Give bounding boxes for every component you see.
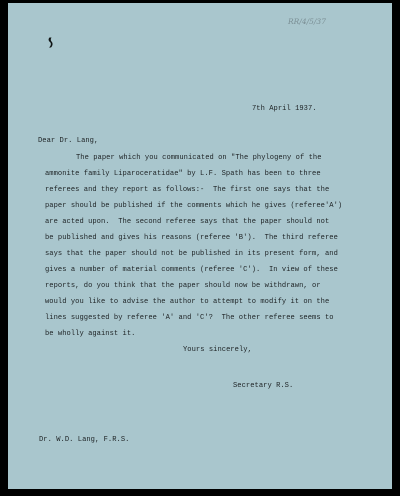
archive-reference: RR/4/5/37 <box>288 17 326 26</box>
salutation: Dear Dr. Lang, <box>38 137 99 145</box>
letter-date: 7th April 1937. <box>252 105 317 113</box>
closing: Yours sincerely, <box>183 346 252 354</box>
body-line: gives a number of material comments (referee 'C'). In view of these <box>45 266 338 274</box>
body-line: are acted upon. The second referee says that the paper should not <box>45 218 330 226</box>
body-line: would you like to advise the author to attempt to modify it on the <box>45 298 330 306</box>
addressee: Dr. W.D. Lang, F.R.S. <box>39 436 130 444</box>
body-line: referees and they report as follows:- The first one says that the <box>45 186 330 194</box>
body-line: says that the paper should not be published in its present form, and <box>45 250 338 258</box>
body-line: reports, do you think that the paper should now be withdrawn, or <box>45 282 321 290</box>
body-line: paper should be published if the comments which he gives (referee'A') <box>45 202 343 210</box>
body-line: The paper which you communicated on "The phylogeny of the <box>76 154 322 162</box>
ink-mark <box>47 37 54 48</box>
body-line: be published and gives his reasons (referee 'B'). The third referee <box>45 234 338 242</box>
signature: Secretary R.S. <box>233 382 294 390</box>
letter-page <box>8 3 392 489</box>
body-line: ammonite family Liparoceratidae" by L.F. Spath has been to three <box>45 170 321 178</box>
body-line: be wholly against it. <box>45 330 136 338</box>
body-line: lines suggested by referee 'A' and 'C'? The other referee seems to <box>45 314 334 322</box>
